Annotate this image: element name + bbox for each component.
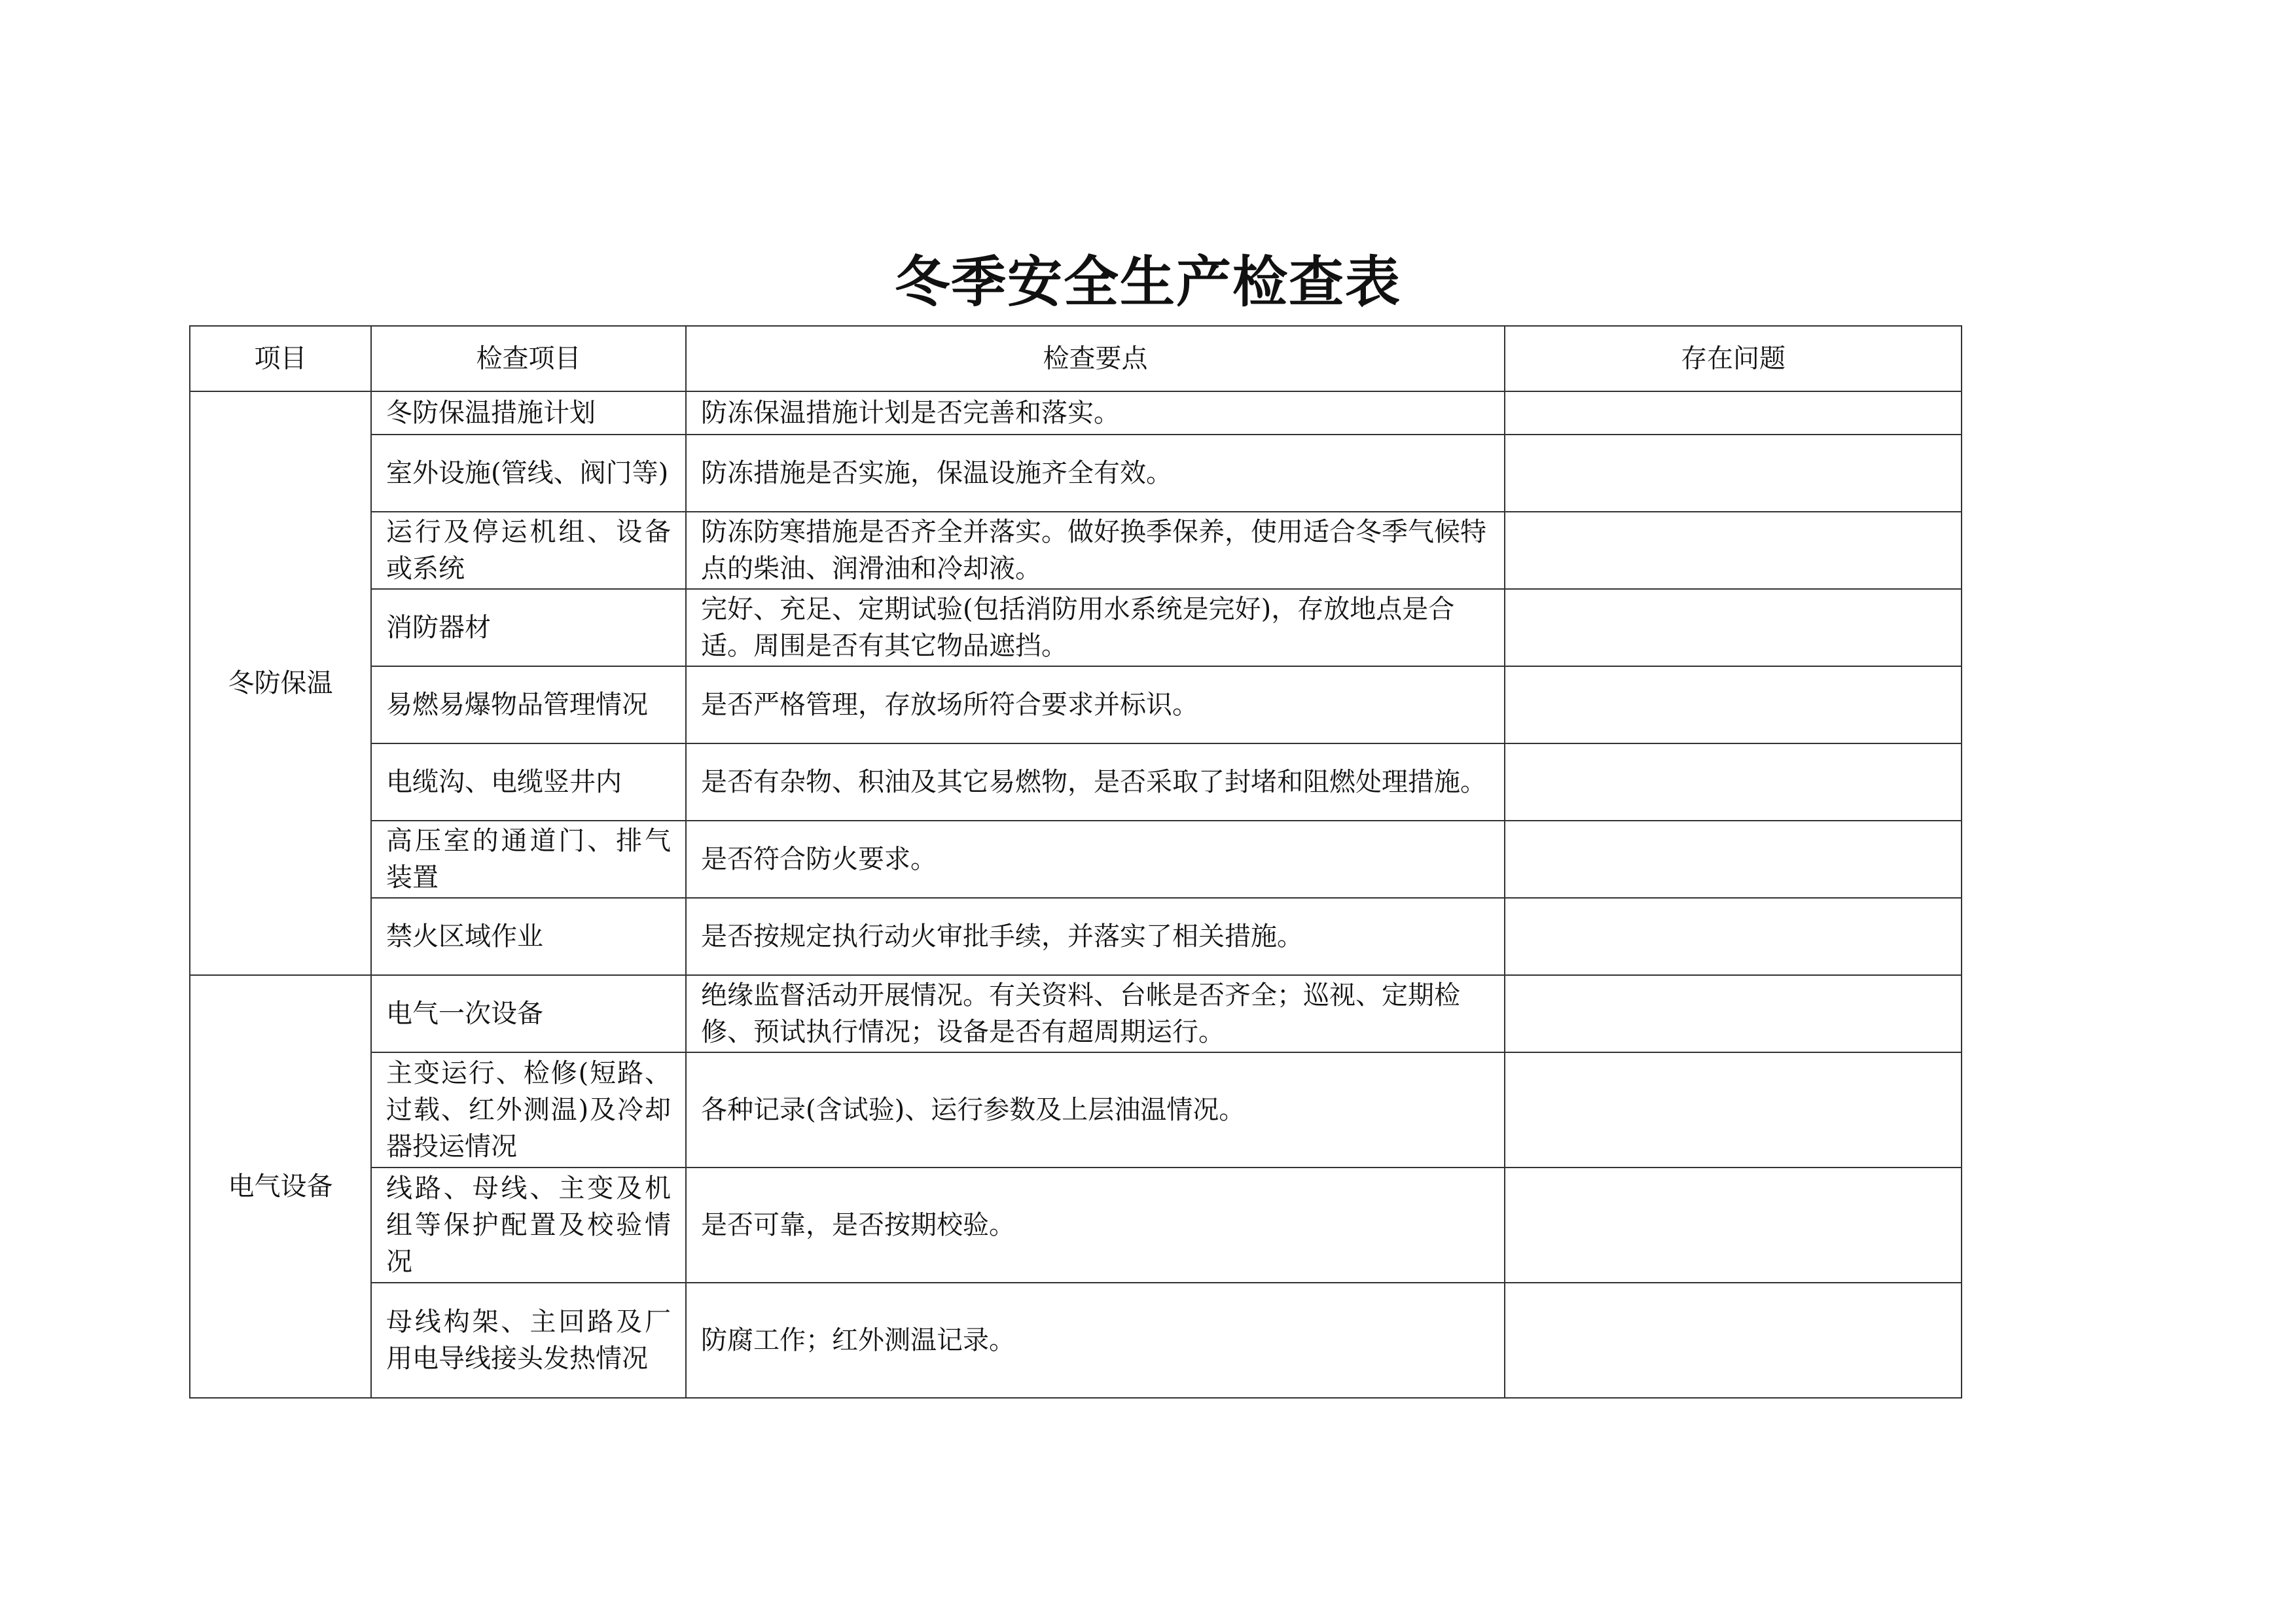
check-item-cell: 高压室的通道门、排气装置	[371, 821, 686, 898]
table-row	[190, 435, 1962, 512]
check-item-cell: 电缆沟、电缆竖井内	[371, 743, 686, 821]
check-item-cell: 易燃易爆物品管理情况	[371, 666, 686, 743]
check-points-cell: 完好、充足、定期试验(包括消防用水系统是完好)，存放地点是合适。周围是否有其它物品遮挡。	[686, 589, 1505, 666]
table-row	[190, 1052, 1962, 1168]
check-item-cell: 消防器材	[371, 589, 686, 666]
check-points-cell: 防冻保温措施计划是否完善和落实。	[686, 391, 1505, 435]
table-row	[190, 898, 1962, 975]
check-points-cell: 是否按规定执行动火审批手续，并落实了相关措施。	[686, 898, 1505, 975]
table-row	[190, 975, 1962, 1052]
header-item: 检查项目	[371, 326, 686, 391]
check-item-cell: 室外设施(管线、阀门等)	[371, 435, 686, 512]
issues-cell[interactable]	[1505, 975, 1962, 1052]
issues-cell[interactable]	[1505, 435, 1962, 512]
table-row	[190, 589, 1962, 666]
issues-cell[interactable]	[1505, 1168, 1962, 1283]
check-points-cell: 绝缘监督活动开展情况。有关资料、台帐是否齐全；巡视、定期检修、预试执行情况；设备是否有超周期运行。	[686, 975, 1505, 1052]
category-cell-electrical: 电气设备	[190, 975, 371, 1398]
table-row	[190, 821, 1962, 898]
issues-cell[interactable]	[1505, 743, 1962, 821]
check-points-cell: 防冻防寒措施是否齐全并落实。做好换季保养，使用适合冬季气候特点的柴油、润滑油和冷却液。	[686, 512, 1505, 589]
issues-cell[interactable]	[1505, 589, 1962, 666]
table-header-row	[190, 326, 1962, 391]
inspection-table	[189, 325, 1962, 1399]
table-row	[190, 1283, 1962, 1398]
check-points-cell: 防腐工作；红外测温记录。	[686, 1283, 1505, 1398]
table-row	[190, 666, 1962, 743]
check-item-cell: 运行及停运机组、设备或系统	[371, 512, 686, 589]
table-row	[190, 391, 1962, 435]
issues-cell[interactable]	[1505, 1052, 1962, 1168]
check-item-cell: 冬防保温措施计划	[371, 391, 686, 435]
document-title: 冬季安全生产检查表	[894, 250, 1401, 314]
issues-cell[interactable]	[1505, 666, 1962, 743]
issues-cell[interactable]	[1505, 391, 1962, 435]
table-row	[190, 512, 1962, 589]
header-category: 项目	[190, 326, 371, 391]
check-points-cell: 是否可靠，是否按期校验。	[686, 1168, 1505, 1283]
issues-cell[interactable]	[1505, 821, 1962, 898]
check-points-cell: 是否符合防火要求。	[686, 821, 1505, 898]
issues-cell[interactable]	[1505, 898, 1962, 975]
check-item-cell: 主变运行、检修(短路、过载、红外测温)及冷却器投运情况	[371, 1052, 686, 1168]
check-item-cell: 母线构架、主回路及厂用电导线接头发热情况	[371, 1283, 686, 1398]
check-item-cell: 线路、母线、主变及机组等保护配置及校验情况	[371, 1168, 686, 1283]
table-row	[190, 743, 1962, 821]
table-row	[190, 1168, 1962, 1283]
check-item-cell: 电气一次设备	[371, 975, 686, 1052]
check-item-cell: 禁火区域作业	[371, 898, 686, 975]
issues-cell[interactable]	[1505, 1283, 1962, 1398]
check-points-cell: 防冻措施是否实施，保温设施齐全有效。	[686, 435, 1505, 512]
header-issues: 存在问题	[1505, 326, 1962, 391]
issues-cell[interactable]	[1505, 512, 1962, 589]
check-points-cell: 是否严格管理，存放场所符合要求并标识。	[686, 666, 1505, 743]
category-cell-winter: 冬防保温	[190, 391, 371, 975]
check-points-cell: 是否有杂物、积油及其它易燃物，是否采取了封堵和阻燃处理措施。	[686, 743, 1505, 821]
check-points-cell: 各种记录(含试验)、运行参数及上层油温情况。	[686, 1052, 1505, 1168]
header-points: 检查要点	[686, 326, 1505, 391]
